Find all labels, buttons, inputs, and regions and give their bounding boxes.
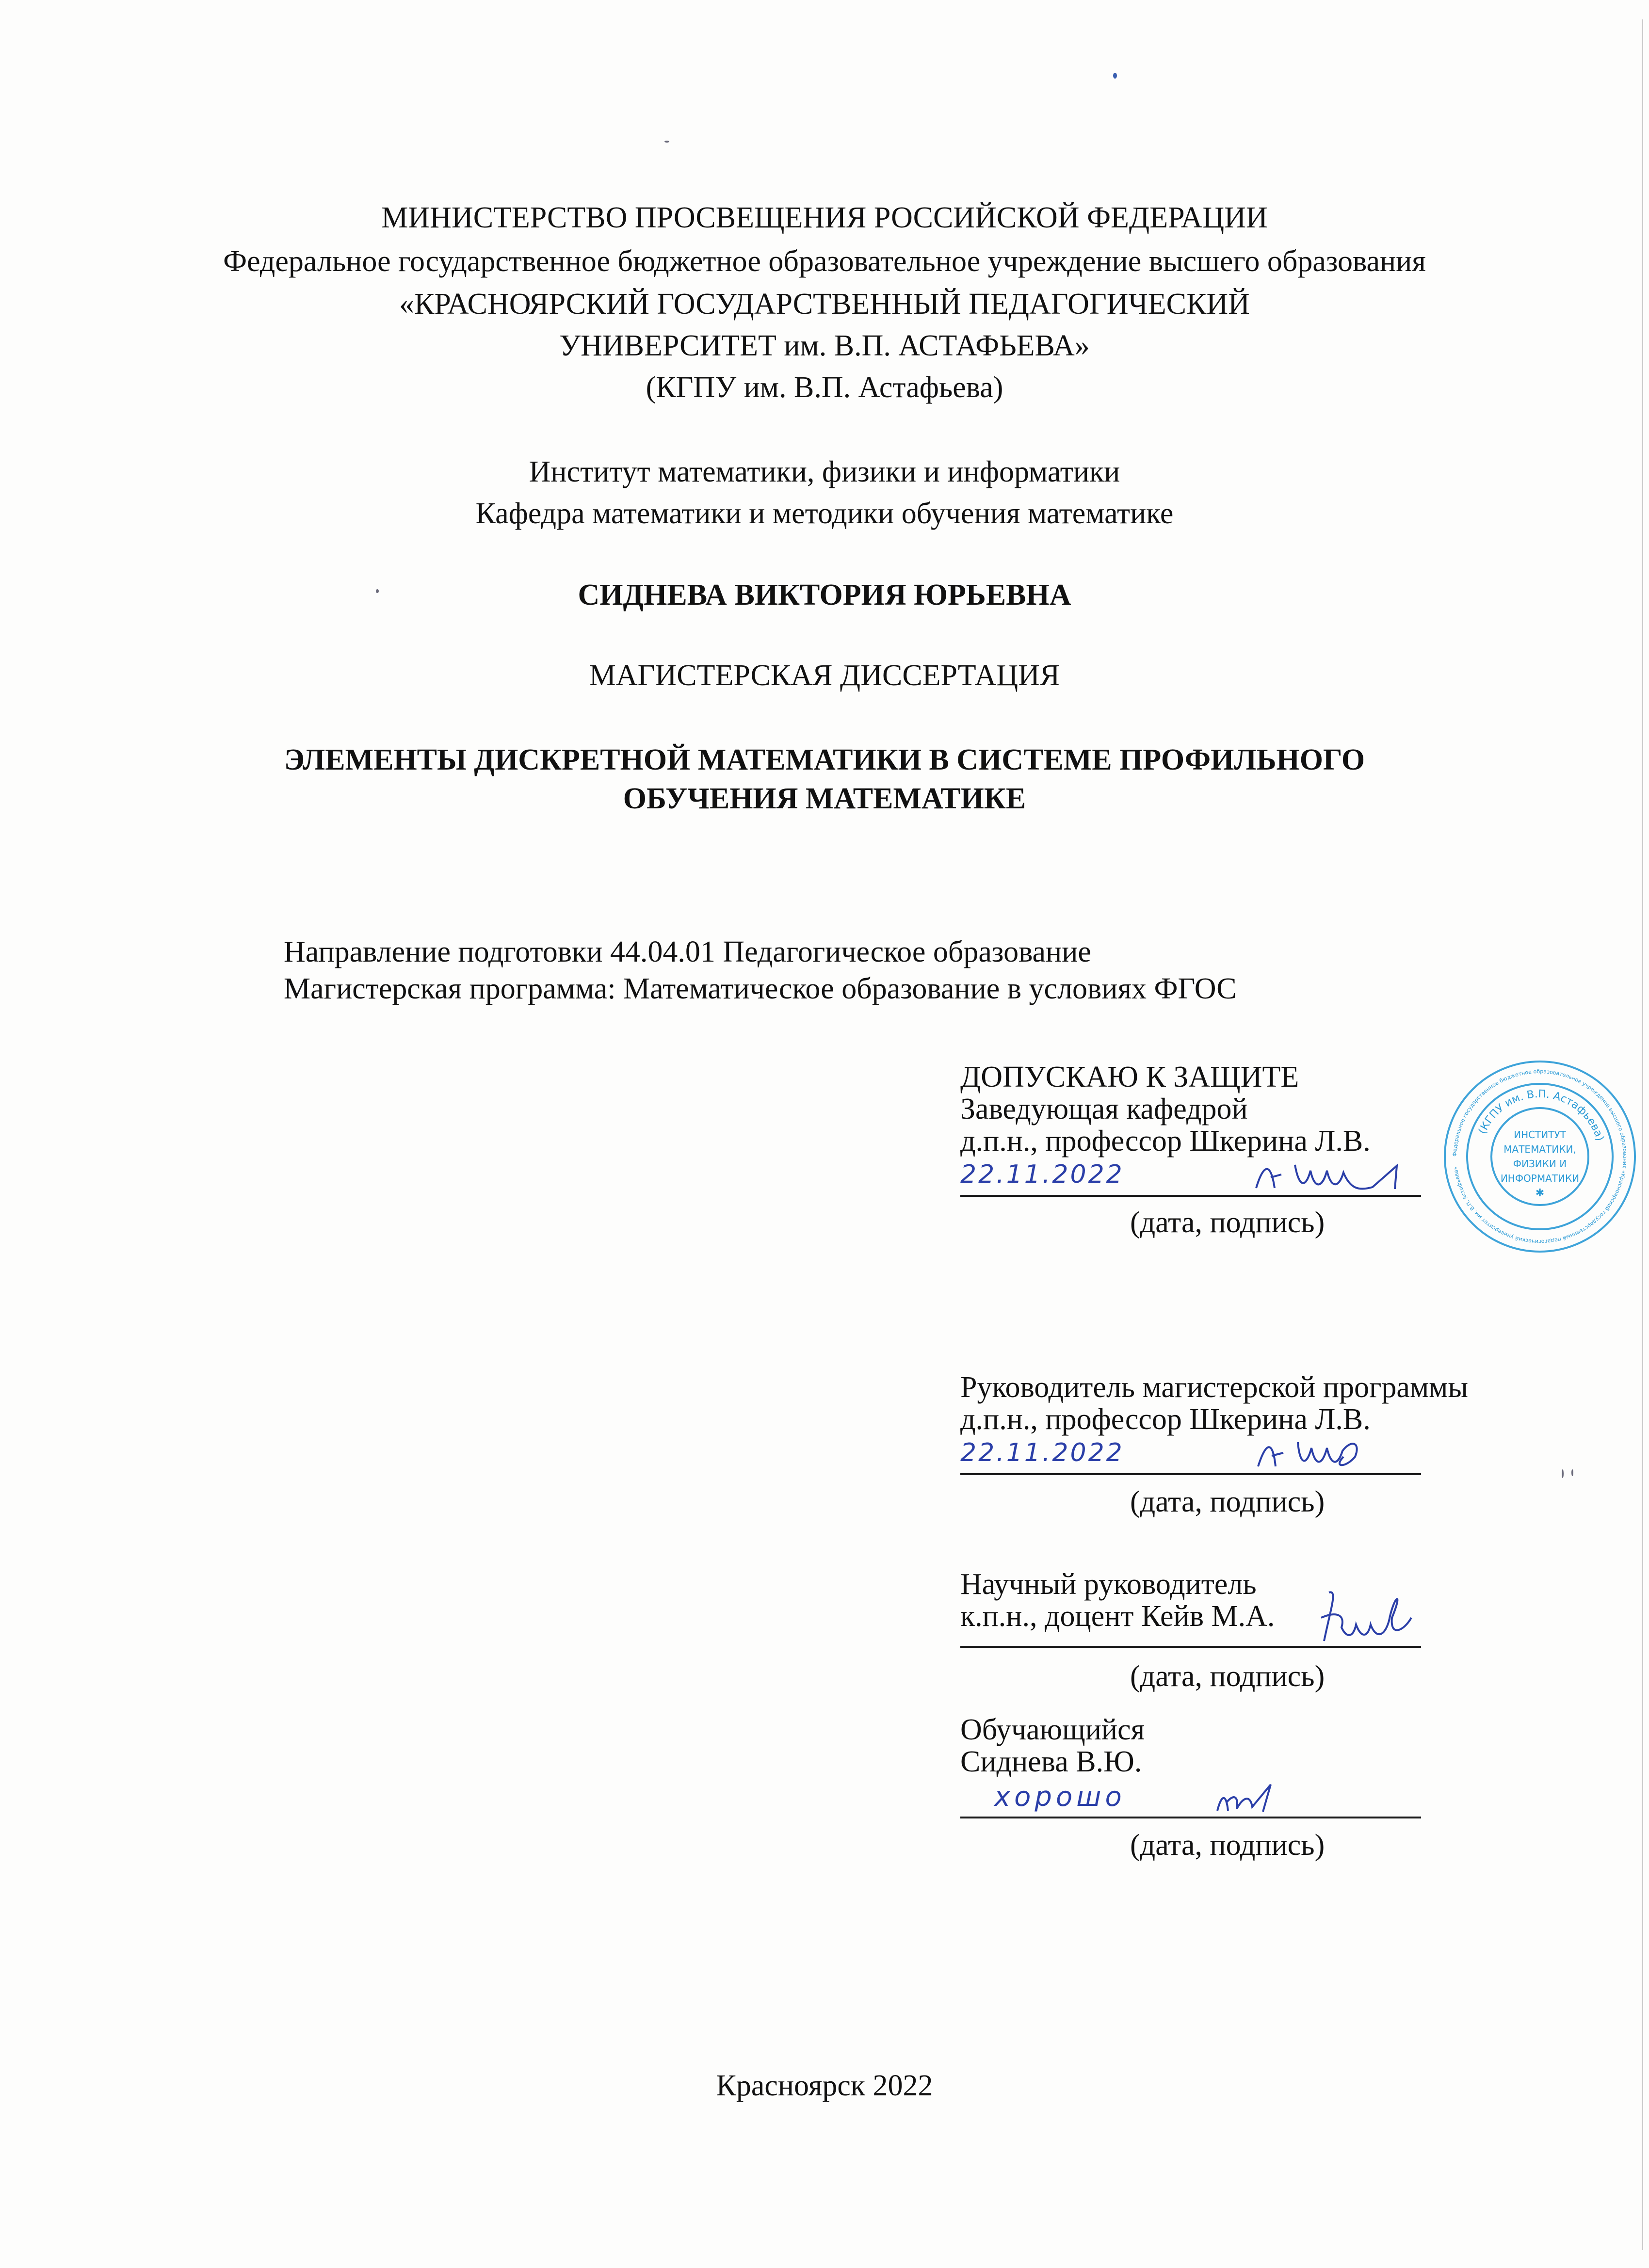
approval-person: д.п.н., профессор Шкерина Л.В.: [960, 1403, 1371, 1436]
university-name-line2: УНИВЕРСИТЕТ им. В.П. АСТАФЬЕВА»: [559, 329, 1090, 362]
approval-block-student: [960, 1715, 1426, 1918]
work-title-line1: ЭЛЕМЕНТЫ ДИСКРЕТНОЙ МАТЕМАТИКИ В СИСТЕМЕ ПРОФИЛЬНОГО: [284, 743, 1365, 776]
handwritten-date: 22.11.2022: [960, 1160, 1124, 1189]
approval-block-chair: [960, 1062, 1426, 1266]
city-year: Красноярск 2022: [716, 2069, 933, 2102]
signature-caption: (дата, подпись): [1130, 1660, 1325, 1693]
author-name: СИДНЕВА ВИКТОРИЯ ЮРЬЕВНА: [578, 579, 1071, 611]
approval-person: Сиднева В.Ю.: [960, 1745, 1142, 1778]
handwritten-date: 22.11.2022: [960, 1438, 1124, 1467]
work-title-line2: ОБУЧЕНИЯ МАТЕМАТИКЕ: [623, 782, 1026, 815]
scan-speck: [1113, 73, 1117, 79]
university-name-line1: «КРАСНОЯРСКИЙ ГОСУДАРСТВЕННЫЙ ПЕДАГОГИЧЕСКИЙ: [399, 288, 1250, 321]
stamp-center-line: ИНФОРМАТИКИ: [1500, 1173, 1580, 1184]
handwritten-grade: хорошо: [994, 1781, 1126, 1813]
signature-caption: (дата, подпись): [1130, 1485, 1325, 1518]
signature-keiv: [1310, 1589, 1416, 1643]
approval-role: Научный руководитель: [960, 1568, 1257, 1601]
study-direction: Направление подготовки 44.04.01 Педагогическое образование: [284, 935, 1091, 968]
approval-role: Заведующая кафедрой: [960, 1093, 1248, 1126]
signature-caption: (дата, подпись): [1130, 1829, 1325, 1862]
scan-speck: [664, 141, 669, 143]
approval-heading: ДОПУСКАЮ К ЗАЩИТЕ: [960, 1061, 1299, 1094]
chair-name: Кафедра математики и методики обучения математике: [475, 497, 1174, 530]
signature-student: [1212, 1782, 1290, 1814]
signature-caption: (дата, подпись): [1130, 1206, 1325, 1239]
work-type: МАГИСТЕРСКАЯ ДИССЕРТАЦИЯ: [589, 659, 1060, 692]
ministry-name: МИНИСТЕРСТВО ПРОСВЕЩЕНИЯ РОССИЙСКОЙ ФЕДЕРАЦИИ: [381, 201, 1268, 234]
scan-speck: [1562, 1469, 1564, 1478]
scan-speck: [1571, 1469, 1573, 1476]
stamp-inner-text: (КГПУ им. В.П. Астафьева): [1476, 1088, 1606, 1142]
approval-block-supervisor: [960, 1569, 1426, 1729]
approval-role: Руководитель магистерской программы: [960, 1371, 1469, 1404]
signature-shkerina: [1251, 1159, 1416, 1191]
stamp-center-line: ФИЗИКИ И: [1513, 1158, 1567, 1170]
signature-line: [960, 1473, 1421, 1475]
approval-person: д.п.н., профессор Шкерина Л.В.: [960, 1125, 1371, 1158]
stamp-outer-text: Федеральное государственное бюджетное образовательное учреждение высшего образования «Красноярский государственный педагогический университет им. В.П. Астафьева»: [1451, 1068, 1629, 1245]
signature-line: [960, 1195, 1421, 1197]
institution-stamp: [1443, 1060, 1637, 1254]
stamp-middle-ring: [1467, 1084, 1613, 1229]
university-short-name: (КГПУ им. В.П. Астафьева): [646, 371, 1003, 404]
stamp-center-line: МАТЕМАТИКИ,: [1504, 1143, 1576, 1155]
stamp-star-icon: ✱: [1535, 1187, 1545, 1199]
signature-line: [960, 1646, 1421, 1648]
signature-shkerina: [1251, 1437, 1416, 1469]
signature-line: [960, 1817, 1421, 1818]
approval-block-program-head: [960, 1371, 1469, 1566]
institute-name: Институт математики, физики и информатики: [529, 455, 1120, 488]
approval-person: к.п.н., доцент Кейв М.А.: [960, 1600, 1275, 1633]
master-program: Магистерская программа: Математическое образование в условиях ФГОС: [284, 972, 1237, 1005]
stamp-center-line: ИНСТИТУТ: [1514, 1129, 1566, 1141]
approval-role: Обучающийся: [960, 1713, 1145, 1746]
institution-type: Федеральное государственное бюджетное образовательное учреждение высшего образования: [223, 245, 1426, 278]
